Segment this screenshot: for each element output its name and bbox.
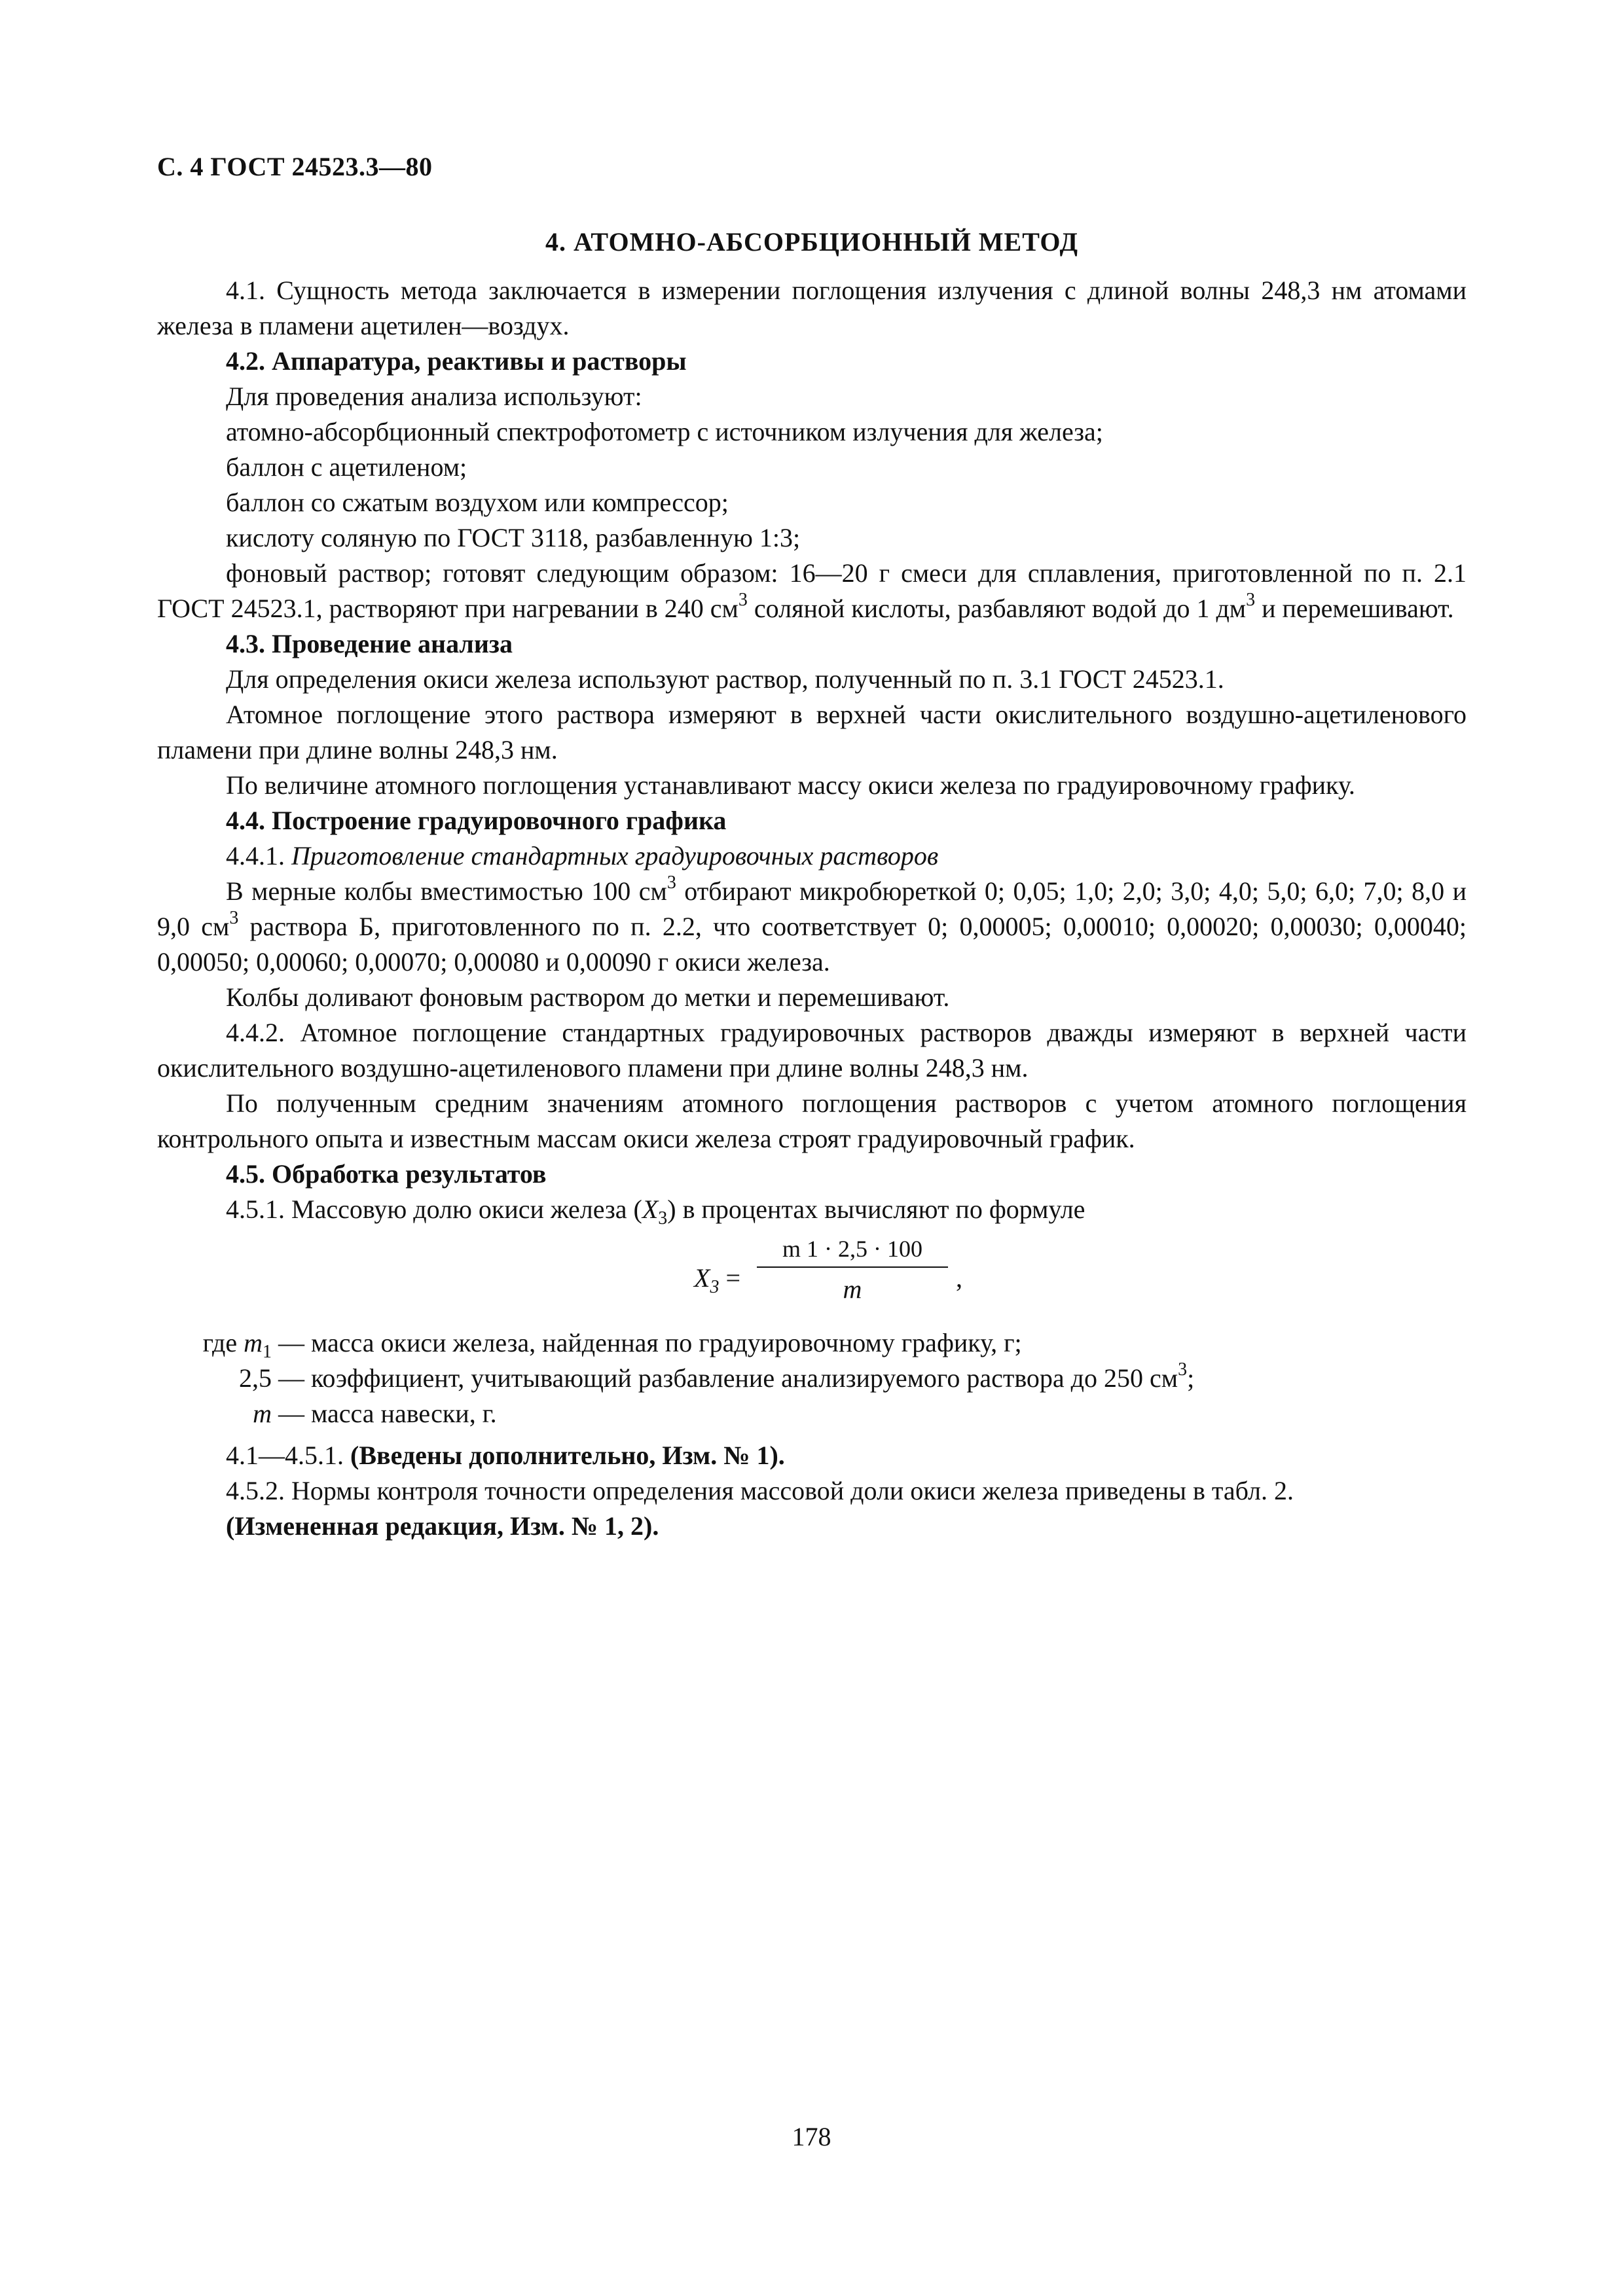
list-item: атомно-абсорбционный спектрофотометр с источником излучения для железа; (226, 417, 1103, 446)
page-header: С. 4 ГОСТ 24523.3—80 (157, 152, 433, 181)
legend-symbol: 2,5 — (239, 1363, 304, 1393)
formula-lhs: $X_3$ = (694, 1263, 740, 1297)
list-item: кислоту соляную по ГОСТ 3118, разбавленную 1:3; (226, 523, 801, 552)
paragraph: Для определения окиси железа используют раствор, полученный по п. 3.1 ГОСТ 24523.1. (226, 664, 1224, 694)
legend-text: коэффициент, учитывающий разбавление анализируемого раствора до 250 $см^3$; (311, 1359, 1195, 1393)
document-body (157, 224, 1467, 1544)
paragraph-flasks: В мерные колбы вместимостью 100 $см^3$ отбирают микробюреткой 0; 0,05; 1,0; 2,0; 3,0; 4,0; 5,0; 6,0; 7,0; 8,0 и 9,0 $см^3$ раствора Б, приготовленного по п. 2.2, что соответствует 0; 0,00005; 0,00010; 0,00020; 0,00030; 0,00040; 0,00050; 0,00060; 0,00070; 0,00080 и 0,00090 г окиси железа. (157, 872, 1467, 977)
fraction-bar (757, 1266, 948, 1268)
formula-denominator: m (843, 1274, 862, 1304)
paragraph: По величине атомного поглощения устанавливают массу окиси железа по градуировочному графику. (226, 770, 1355, 800)
formula-comma: , (956, 1263, 962, 1293)
paragraph-background-solution: фоновый раствор; готовят следующим образом: 16—20 г смеси для сплавления, приготовленной по п. 2.1 ГОСТ 24523.1, растворяют при нагревании в 240 $см^3$ соляной кислоты, разбавляют водой до 1 $дм^3$ и перемешивают. (157, 558, 1467, 623)
heading-4-4: 4.4. Построение градуировочного графика (226, 806, 727, 835)
heading-4-3: 4.3. Проведение анализа (226, 629, 513, 658)
paragraph-4-5-2: 4.5.2. Нормы контроля точности определения массовой доли окиси железа приведены в табл. 2. (226, 1476, 1294, 1505)
formula (157, 1231, 1467, 1323)
formula-numerator: m 1 · 2,5 · 100 (782, 1236, 922, 1262)
legend-symbol: где $m_1$ — (202, 1328, 304, 1362)
list-item: баллон с ацетиленом; (226, 452, 467, 482)
paragraph-4-5-1: 4.5.1. Массовую долю окиси железа $(X_3)$ в процентах вычисляют по формуле (226, 1194, 1085, 1229)
paragraph-4-1: 4.1. Сущность метода заключается в измерении поглощения излучения с длиной волны 248,3 нм атомами железа в пламени ацетилен—воздух. (157, 276, 1467, 340)
legend-symbol: m — (253, 1399, 304, 1428)
paragraph-4-4-2: 4.4.2. Атомное поглощение стандартных градуировочных растворов дважды измеряют в верхней части окислительного воздушно-ацетиленового пламени при длине волны 248,3 нм. (157, 1018, 1467, 1083)
section-title: 4. АТОМНО-АБСОРБЦИОННЫЙ МЕТОД (545, 227, 1079, 257)
formula-fraction (754, 1231, 951, 1307)
paragraph-4-4-1: 4.4.1. Приготовление стандартных градуировочных растворов (226, 841, 939, 870)
paragraph: Атомное поглощение этого раствора измеряют в верхней части окислительного воздушно-ацетиленового пламени при длине волны 248,3 нм. (157, 700, 1467, 764)
list-item: баллон со сжатым воздухом или компрессор; (226, 488, 729, 517)
list-item: Для проведения анализа используют: (226, 382, 642, 411)
legend-text: масса навески, г. (311, 1399, 497, 1428)
paragraph-graph: По полученным средним значениям атомного поглощения растворов с учетом атомного поглощения контрольного опыта и известным массам окиси железа строят градуировочный график. (157, 1088, 1467, 1153)
paragraph-introduced: 4.1—4.5.1. (Введены дополнительно, Изм. № 1). (226, 1441, 785, 1470)
legend-text: масса окиси железа, найденная по градуировочному графику, г; (311, 1328, 1022, 1357)
variable-legend (157, 1325, 1467, 1430)
heading-4-5: 4.5. Обработка результатов (226, 1159, 547, 1189)
page-number: 178 (792, 2122, 831, 2151)
paragraph-revised: (Измененная редакция, Изм. № 1, 2). (226, 1511, 659, 1541)
heading-4-2: 4.2. Аппаратура, реактивы и растворы (226, 346, 687, 376)
paragraph-fill: Колбы доливают фоновым раствором до метки и перемешивают. (226, 982, 950, 1012)
